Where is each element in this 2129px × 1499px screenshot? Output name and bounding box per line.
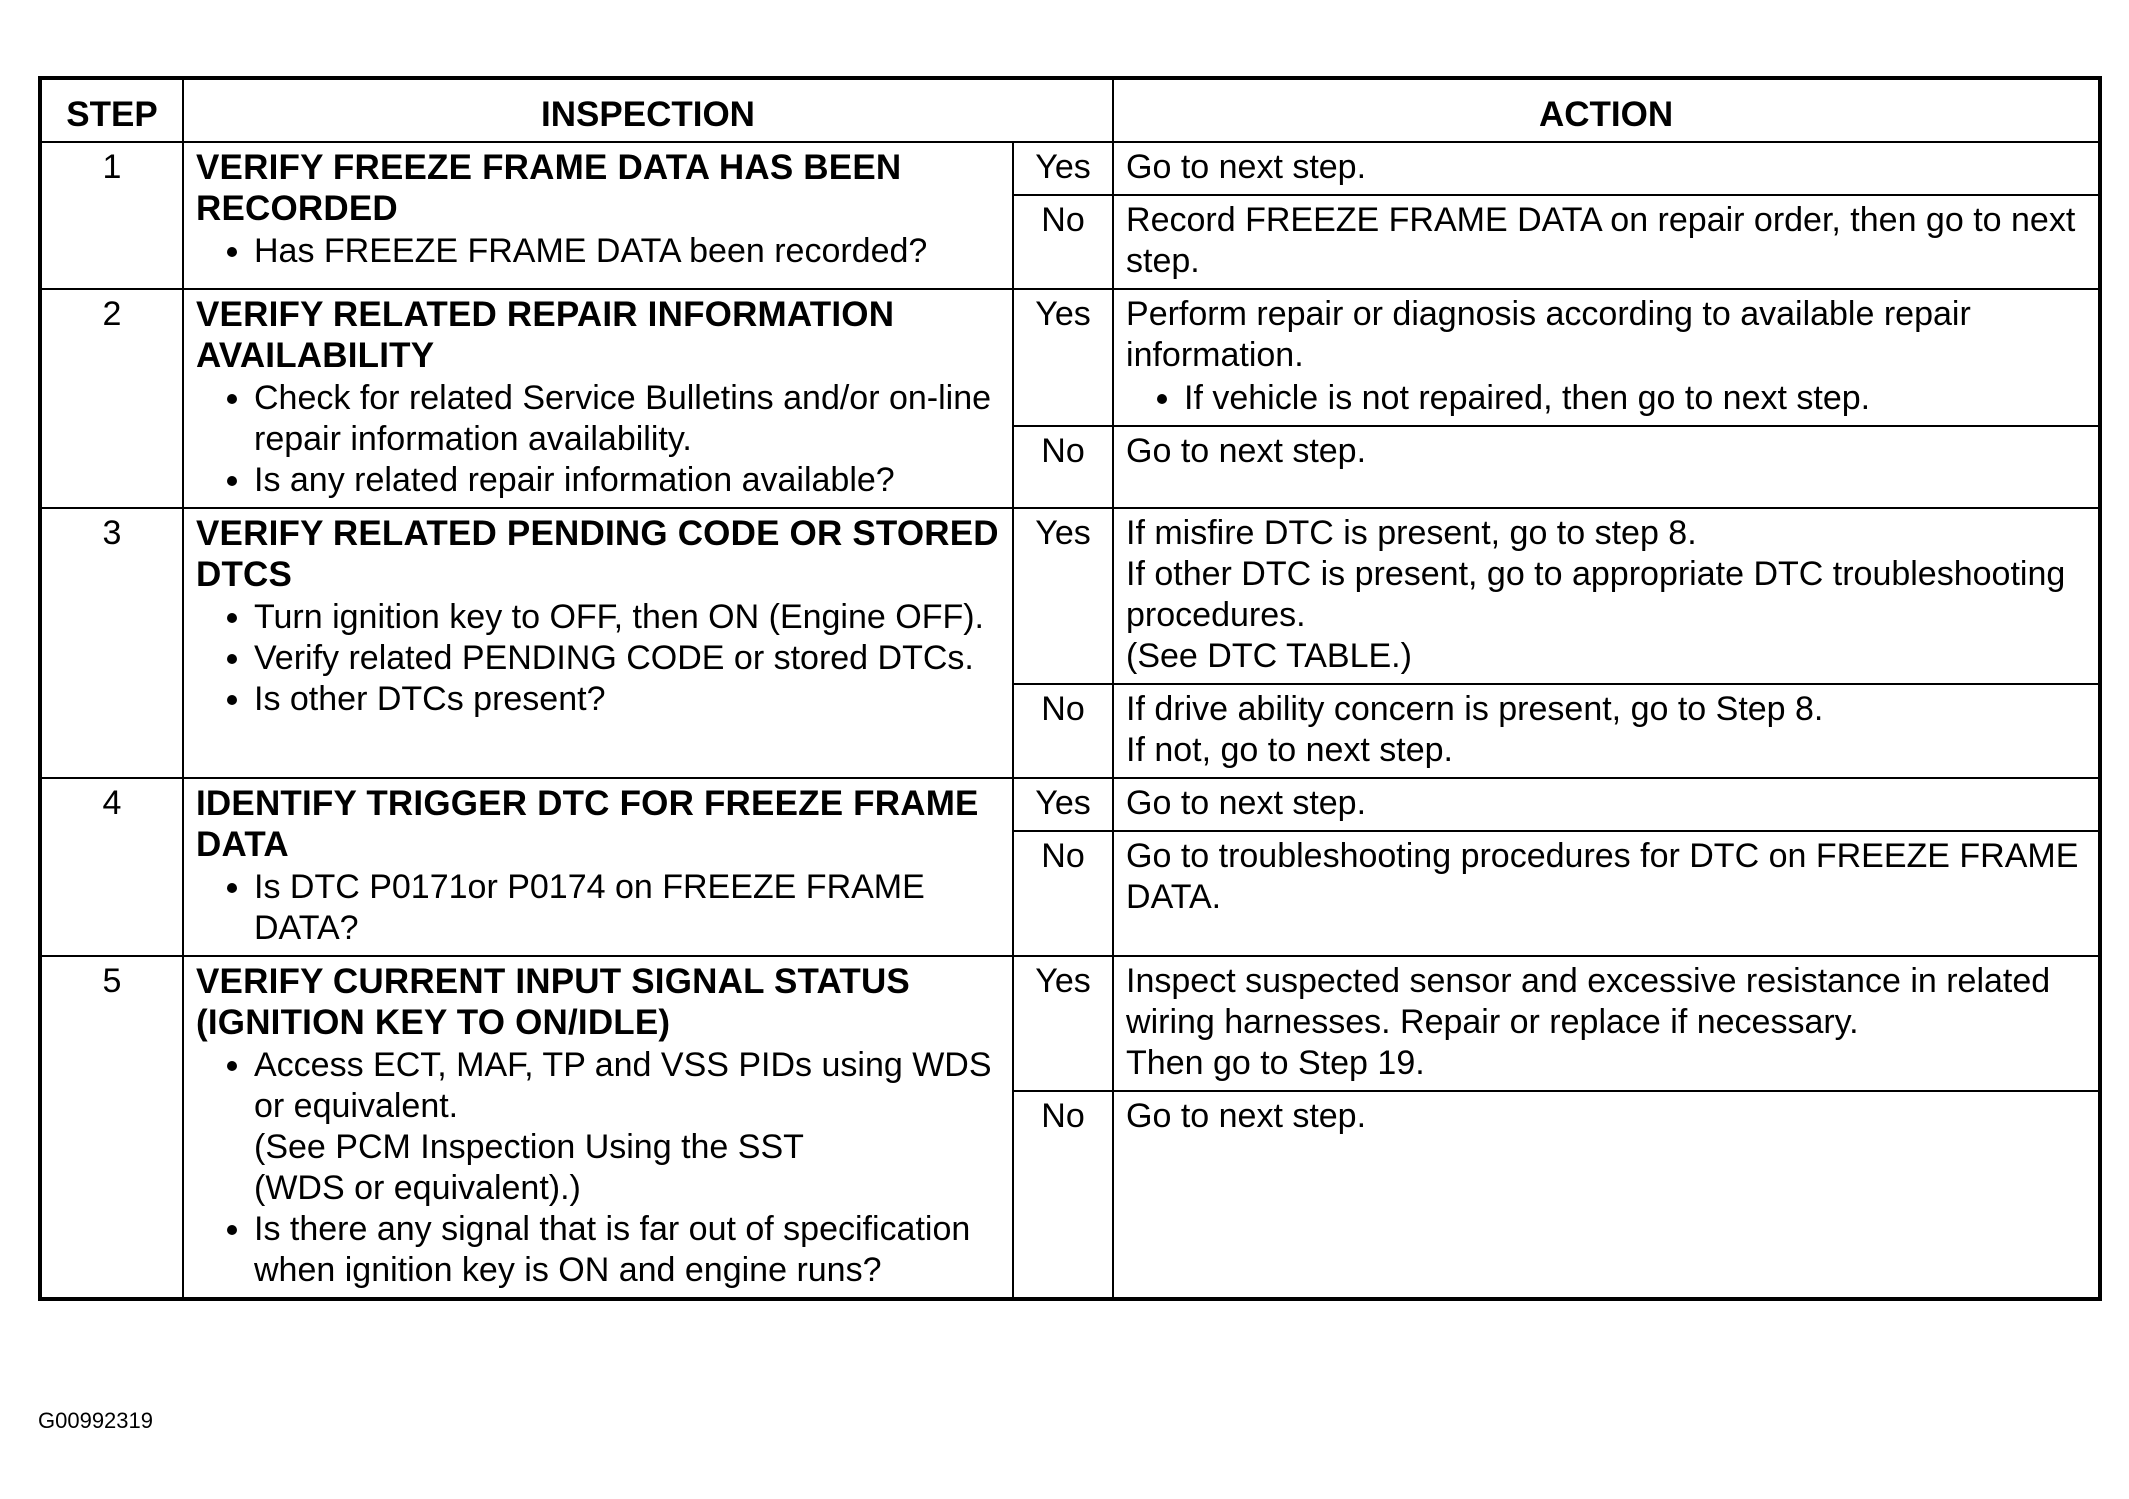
inspection-cell [183, 778, 1013, 956]
action-text: If other DTC is present, go to appropriate DTC troubleshooting procedures. [1126, 555, 2066, 634]
step-5-yes-row [40, 956, 2100, 1091]
inspection-bullets [196, 231, 1000, 272]
no-action [1113, 831, 2100, 956]
yes-action [1113, 778, 2100, 831]
action-text: If drive ability concern is present, go to Step 8. [1126, 690, 1824, 728]
inspection-bullet: • Has FREEZE FRAME DATA been recorded? [254, 231, 1000, 272]
step-3-yes-row [40, 508, 2100, 684]
action-text: Then go to Step 19. [1126, 1044, 1425, 1082]
action-text: Go to next step. [1126, 432, 1367, 470]
action-text: (See DTC TABLE.) [1126, 637, 1412, 675]
no-label: No [1013, 831, 1113, 956]
inspection-bullet: • Is DTC P0171or P0174 on FREEZE FRAME DATA? [254, 867, 1000, 949]
yes-label: Yes [1013, 956, 1113, 1091]
inspection-title: IDENTIFY TRIGGER DTC FOR FREEZE FRAME DATA [196, 784, 979, 864]
yes-action [1113, 508, 2100, 684]
inspection-cell [183, 956, 1013, 1299]
inspection-title: VERIFY CURRENT INPUT SIGNAL STATUS (IGNITION KEY TO ON/IDLE) [196, 962, 910, 1042]
step-number: 2 [40, 289, 183, 508]
step-number: 4 [40, 778, 183, 956]
action-bullets [1126, 378, 2086, 419]
step-2-yes-row [40, 289, 2100, 426]
inspection-cell [183, 508, 1013, 778]
action-text: If not, go to next step. [1126, 731, 1453, 769]
inspection-bullet: • Verify related PENDING CODE or stored DTCs. [254, 638, 1000, 679]
figure-id: G00992319 [38, 1408, 153, 1433]
yes-label: Yes [1013, 778, 1113, 831]
inspection-bullets [196, 1045, 1000, 1291]
step-number: 3 [40, 508, 183, 778]
bullet-note: (See PCM Inspection Using the SST [254, 1128, 804, 1166]
inspection-bullets [196, 597, 1000, 720]
action-text: Record FREEZE FRAME DATA on repair order, then go to next step. [1126, 201, 2076, 280]
yes-action [1113, 142, 2100, 195]
action-text: Perform repair or diagnosis according to available repair information. [1126, 295, 1971, 374]
action-text: Go to next step. [1126, 784, 1367, 822]
action-text: Go to troubleshooting procedures for DTC on FREEZE FRAME DATA. [1126, 837, 2079, 916]
inspection-bullet: • Is any related repair information available? [254, 460, 1000, 501]
inspection-title: VERIFY RELATED PENDING CODE OR STORED DTCS [196, 514, 999, 594]
no-action [1113, 684, 2100, 778]
inspection-bullet: • Check for related Service Bulletins and/or on-line repair information availability. [254, 378, 1000, 460]
inspection-bullets [196, 867, 1000, 949]
no-action [1113, 426, 2100, 508]
no-label: No [1013, 195, 1113, 289]
action-text: Inspect suspected sensor and excessive resistance in related wiring harnesses. Repair or replace if necessary. [1126, 962, 2051, 1041]
no-label: No [1013, 426, 1113, 508]
action-text: If misfire DTC is present, go to step 8. [1126, 514, 1697, 552]
inspection-title: VERIFY RELATED REPAIR INFORMATION AVAILABILITY [196, 295, 895, 375]
inspection-bullet: • Is there any signal that is far out of specification when ignition key is ON and engine runs? [254, 1209, 1000, 1291]
step-1-yes-row [40, 142, 2100, 195]
yes-action [1113, 956, 2100, 1091]
no-label: No [1013, 684, 1113, 778]
step-4-yes-row [40, 778, 2100, 831]
inspection-cell [183, 142, 1013, 289]
bullet-note: (WDS or equivalent).) [254, 1169, 581, 1207]
no-action [1113, 195, 2100, 289]
inspection-bullet: • Turn ignition key to OFF, then ON (Engine OFF). [254, 597, 1000, 638]
action-bullet: • If vehicle is not repaired, then go to next step. [1184, 378, 2086, 419]
bullet-text: • Access ECT, MAF, TP and VSS PIDs using WDS or equivalent. [254, 1046, 992, 1125]
step-number: 5 [40, 956, 183, 1299]
diagnostic-procedure-table [38, 76, 2102, 1301]
inspection-title: VERIFY FREEZE FRAME DATA HAS BEEN RECORDED [196, 148, 902, 228]
no-label: No [1013, 1091, 1113, 1299]
action-text: Go to next step. [1126, 148, 1367, 186]
inspection-cell [183, 289, 1013, 508]
yes-label: Yes [1013, 142, 1113, 195]
action-header: ACTION [1113, 78, 2100, 142]
yes-action [1113, 289, 2100, 426]
yes-label: Yes [1013, 508, 1113, 684]
inspection-header: INSPECTION [183, 78, 1113, 142]
header-row [40, 78, 2100, 142]
step-header: STEP [40, 78, 183, 142]
inspection-bullet: • Is other DTCs present? [254, 679, 1000, 720]
no-action [1113, 1091, 2100, 1299]
yes-label: Yes [1013, 289, 1113, 426]
step-number: 1 [40, 142, 183, 289]
inspection-bullets [196, 378, 1000, 501]
action-text: Go to next step. [1126, 1097, 1367, 1135]
inspection-bullet [254, 1045, 1000, 1209]
